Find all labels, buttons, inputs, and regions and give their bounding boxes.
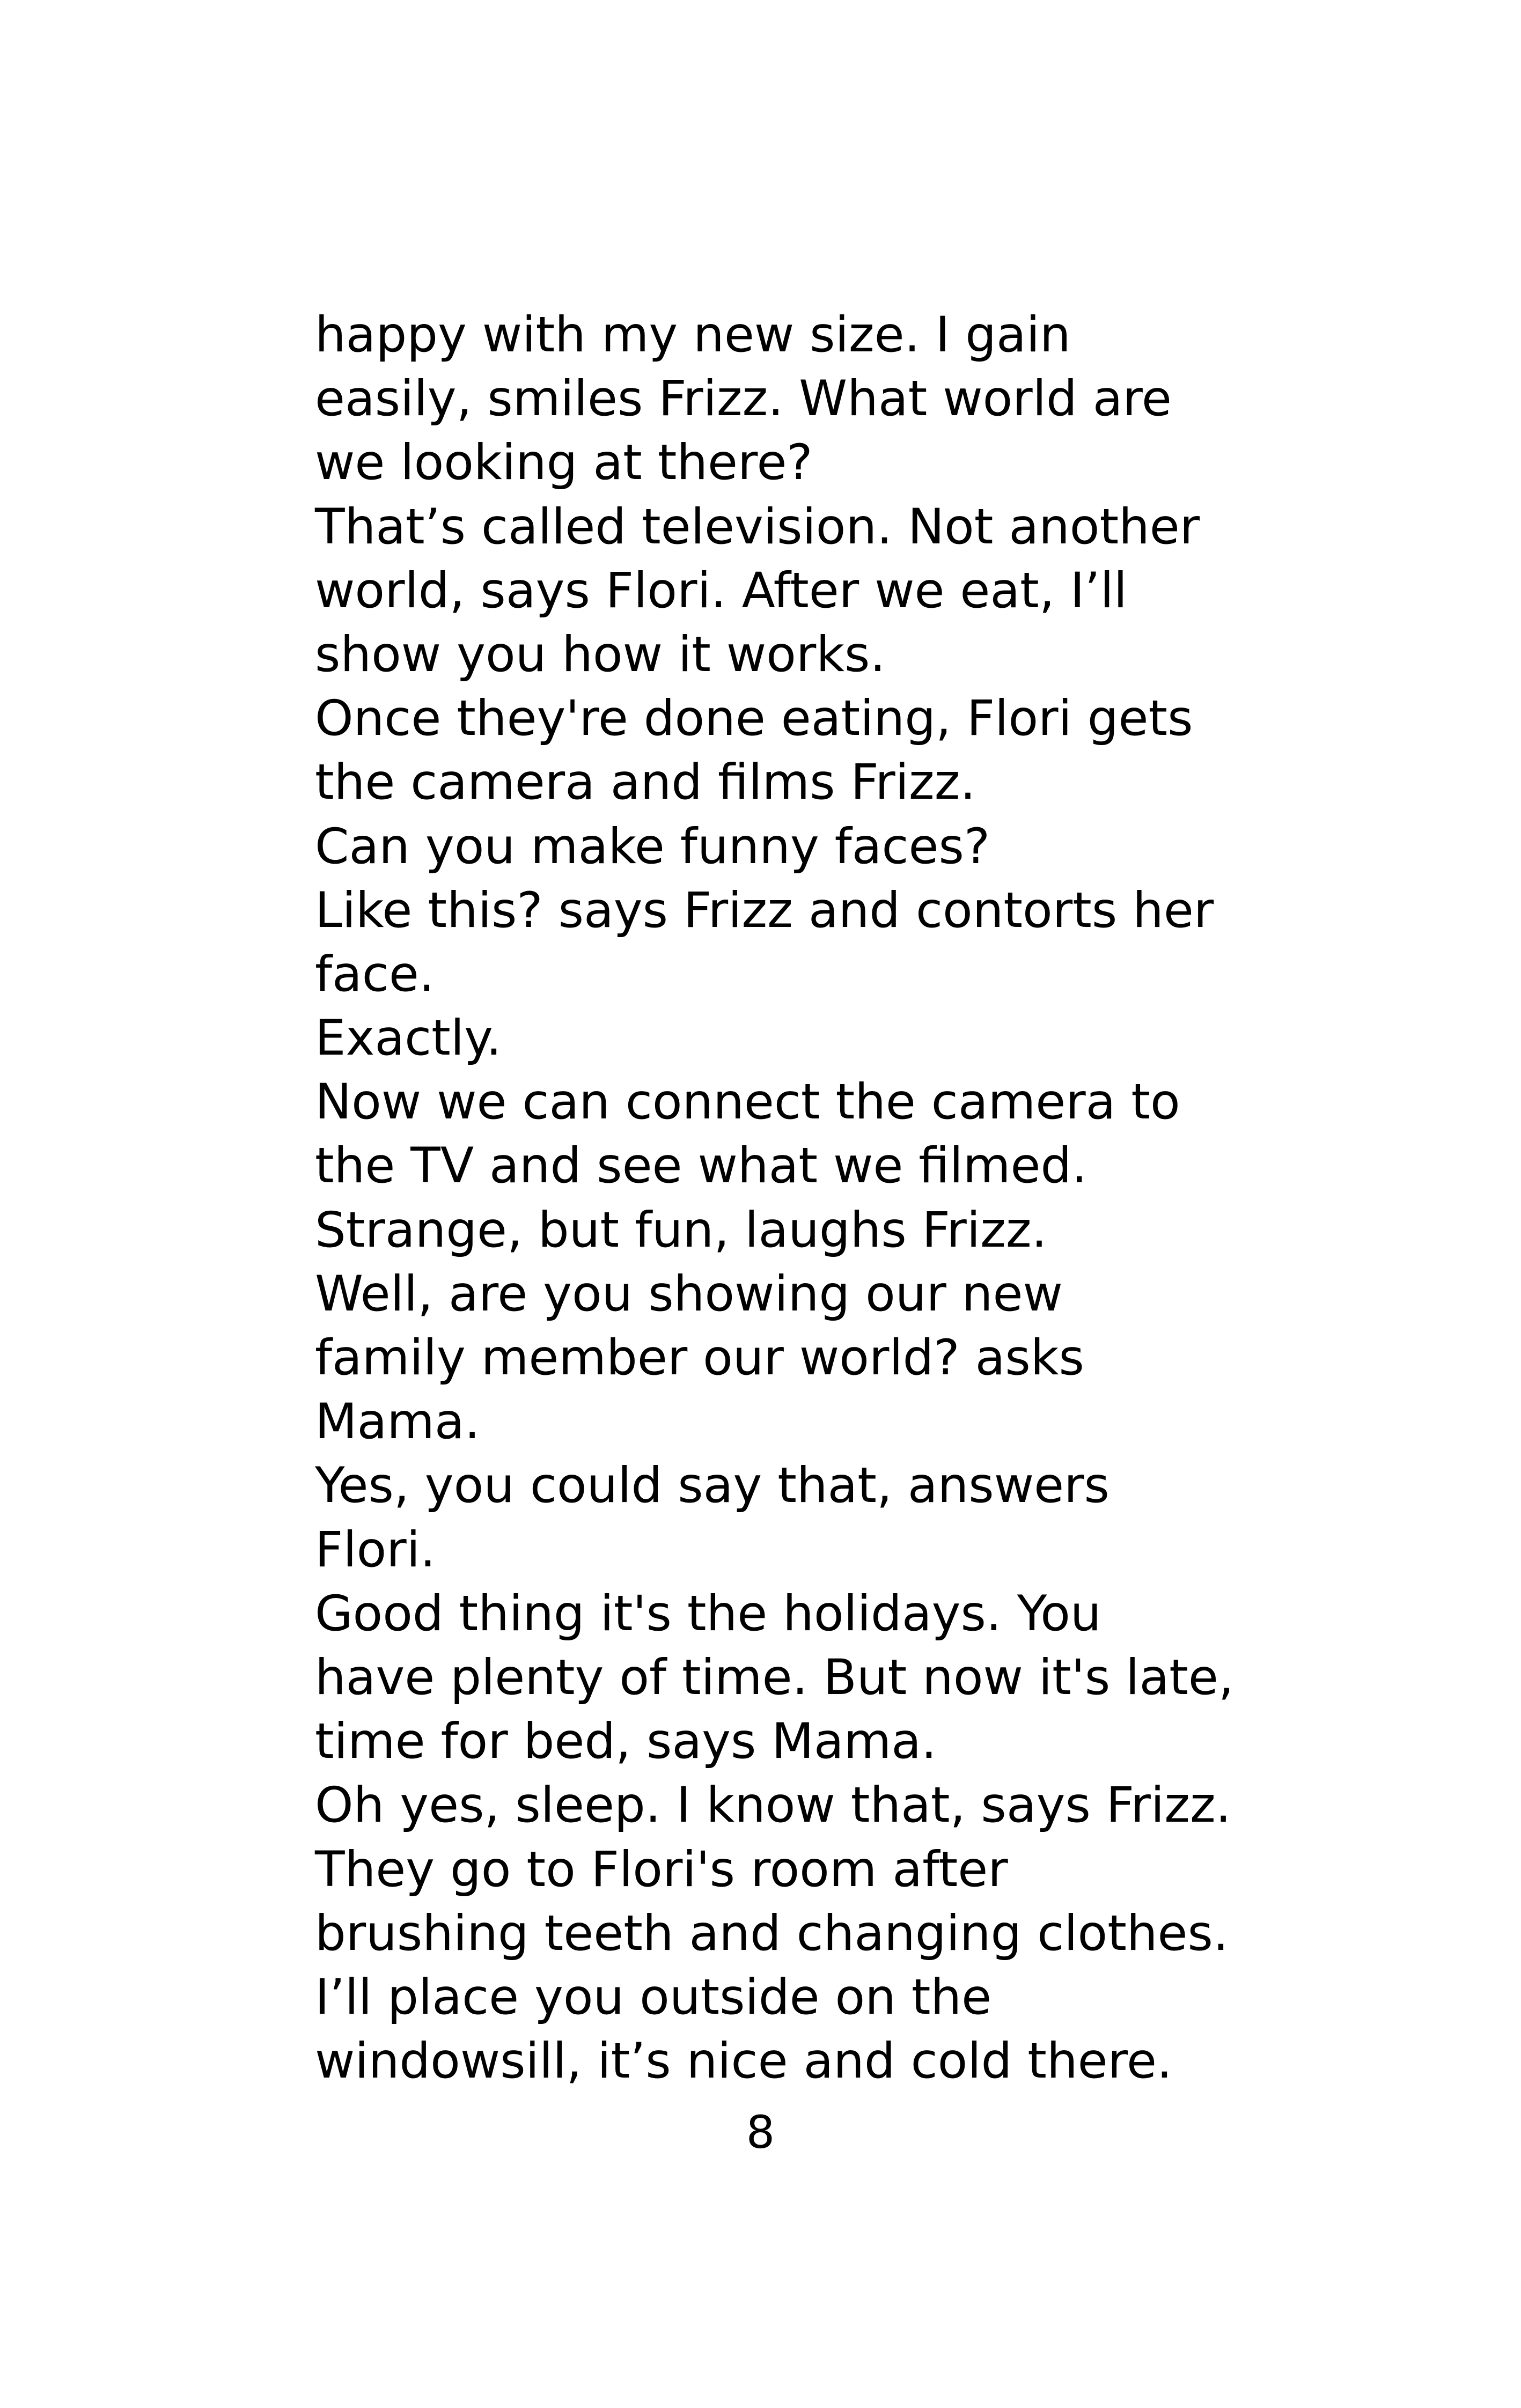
text-line: That’s called television. Not another (315, 498, 1200, 555)
text-line: Now we can connect the camera to (315, 1074, 1180, 1131)
text-line: Oh yes, sleep. I know that, says Frizz. (315, 1777, 1231, 1834)
text-line: Like this? says Frizz and contorts her (315, 882, 1214, 939)
text-line: Flori. (315, 1521, 436, 1578)
text-line: I’ll place you outside on the (315, 1969, 992, 2026)
text-line: we looking at there? (315, 435, 813, 491)
page-body-text (315, 303, 1388, 2093)
text-line: have plenty of time. But now it's late, (315, 1649, 1234, 1706)
text-line: face. (315, 946, 435, 1003)
text-line: world, says Flori. After we eat, I’ll (315, 562, 1128, 619)
text-line: family member our world? asks (315, 1330, 1084, 1386)
text-line: Once they're done eating, Flori gets (315, 690, 1193, 747)
text-line: time for bed, says Mama. (315, 1713, 937, 1770)
text-line: Can you make funny faces? (315, 818, 990, 875)
text-line: the TV and see what we filmed. (315, 1138, 1088, 1195)
text-line: Good thing it's the holidays. You (315, 1585, 1101, 1642)
text-line: brushing teeth and changing clothes. (315, 1905, 1229, 1962)
text-line: windowsill, it’s nice and cold there. (315, 2033, 1172, 2090)
page-number: 8 (746, 2106, 775, 2159)
text-line: Exactly. (315, 1010, 502, 1067)
text-line: happy with my new size. I gain (315, 307, 1071, 363)
text-line: Yes, you could say that, answers (315, 1457, 1109, 1514)
text-line: easily, smiles Frizz. What world are (315, 371, 1172, 428)
text-line: Well, are you showing our new (315, 1265, 1063, 1322)
text-line: They go to Flori's room after (315, 1841, 1008, 1898)
text-line: the camera and films Frizz. (315, 754, 976, 811)
text-line: Mama. (315, 1394, 480, 1450)
text-line: show you how it works. (315, 626, 886, 683)
text-line: Strange, but fun, laughs Frizz. (315, 1202, 1047, 1258)
